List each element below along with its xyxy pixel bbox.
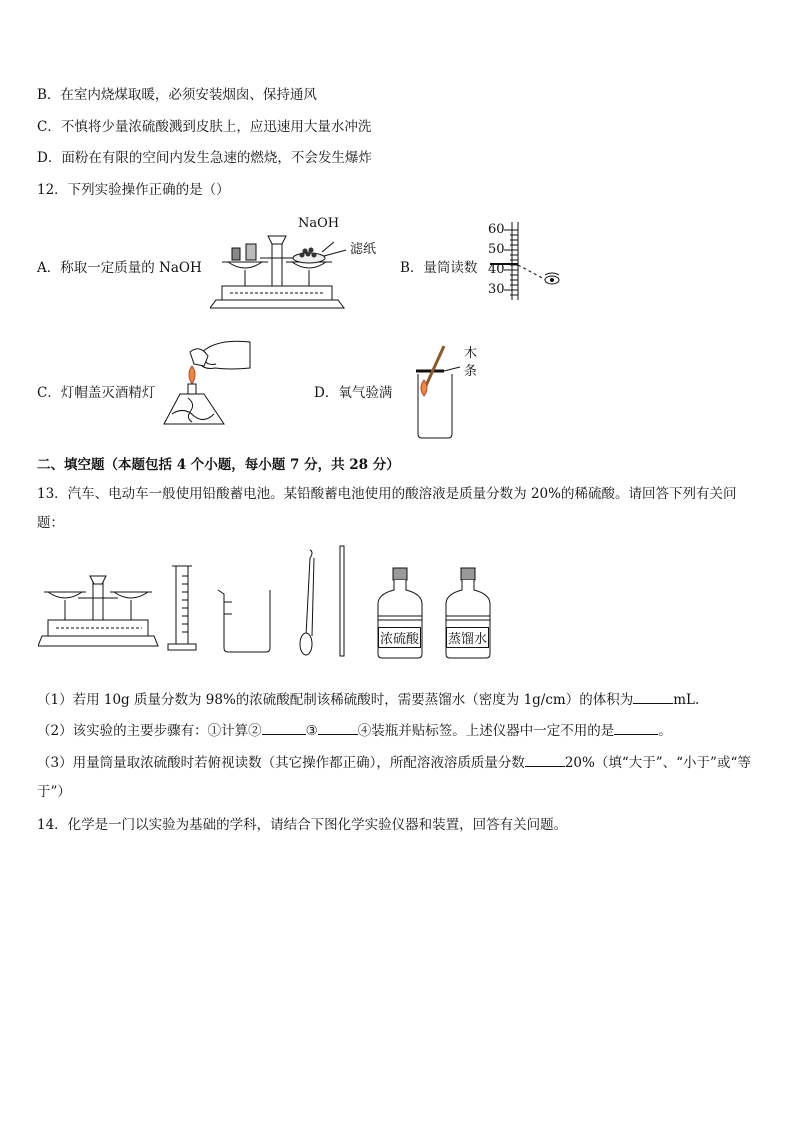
q13-part-3-text-b: 20%（填“大于”、“小于”或“等 — [564, 755, 751, 771]
answer-blank-5[interactable] — [525, 754, 565, 767]
q13-part-2-text-c: ④装瓶并贴标签。上述仪器中一定不用的是 — [357, 723, 615, 739]
q13-part-2-text-a: （2）该实验的主要步骤有：①计算② — [37, 723, 262, 739]
answer-blank-4[interactable] — [614, 722, 658, 735]
q12-option-b: B．量筒读数 — [400, 260, 478, 276]
q13-part-3-line2: 于”） — [37, 784, 71, 800]
q13-part-2-text-d: 。 — [658, 723, 672, 739]
tick-40: 40 — [488, 262, 505, 277]
apparatus-row-figure — [38, 540, 508, 662]
q12-stem: 12．下列实验操作正确的是（） — [37, 182, 230, 198]
wood-label-2: 条 — [464, 364, 478, 379]
oxygen-test-figure — [404, 340, 494, 440]
q11-option-b: B．在室内烧煤取暖，必须安装烟囱、保持通风 — [37, 87, 317, 103]
q13-part-2-text-b: ③ — [305, 723, 318, 739]
bottle-label-concentrated-acid: 浓硫酸 — [378, 627, 421, 648]
filter-paper-label: 滤纸 — [350, 242, 377, 257]
balance-naoh-diagram — [210, 218, 390, 313]
tick-60: 60 — [488, 222, 505, 237]
answer-blank-3[interactable] — [318, 722, 358, 735]
q13-part-1-unit: mL. — [673, 692, 700, 708]
oxygen-test-diagram — [404, 340, 494, 440]
q14-stem: 14．化学是一门以实验为基础的学科，请结合下图化学实验仪器和装置，回答有关问题。 — [37, 817, 568, 833]
tick-30: 30 — [488, 282, 505, 297]
q13-stem-line2: 题： — [37, 515, 64, 531]
tick-50: 50 — [488, 242, 505, 257]
q13-part-3 — [37, 751, 751, 771]
q13-stem-line1: 13．汽车、电动车一般使用铅酸蓄电池。某铅酸蓄电池使用的酸溶液是质量分数为 20%的稀硫酸。请回答下列有关问 — [37, 486, 737, 502]
section-2-title: 二、填空题（本题包括 4 个小题，每小题 7 分，共 28 分） — [37, 457, 400, 473]
alcohol-lamp-figure — [160, 334, 260, 438]
q11-option-c: C．不慎将少量浓硫酸溅到皮肤上，应迅速用大量水冲洗 — [37, 119, 372, 135]
answer-blank-1[interactable] — [633, 691, 673, 704]
wood-label-1: 木 — [464, 346, 478, 361]
q13-part-1 — [37, 688, 699, 708]
answer-blank-2[interactable] — [262, 722, 306, 735]
alcohol-lamp-diagram — [160, 334, 260, 438]
q12-option-c: C．灯帽盖灭酒精灯 — [37, 385, 156, 401]
q13-part-3-text-a: （3）用量筒量取浓硫酸时若俯视读数（其它操作都正确），所配溶液溶质质量分数 — [37, 755, 525, 771]
q13-part-2 — [37, 719, 672, 739]
q13-part-1-text: （1）若用 10g 质量分数为 98%的浓硫酸配制该稀硫酸时，需要蒸馏水（密度为 1g/cm）的体积为 — [37, 692, 634, 708]
apparatus-row-diagram — [38, 540, 508, 662]
balance-naoh-figure — [210, 218, 390, 313]
q12-option-d: D．氧气验满 — [314, 385, 393, 401]
naoh-label: NaOH — [298, 216, 340, 231]
q11-option-d: D．面粉在有限的空间内发生急速的燃烧，不会发生爆炸 — [37, 150, 372, 166]
bottle-label-distilled-water: 蒸馏水 — [446, 627, 489, 648]
cylinder-reading-figure — [484, 218, 574, 304]
q12-option-a: A．称取一定质量的 NaOH — [37, 260, 202, 276]
